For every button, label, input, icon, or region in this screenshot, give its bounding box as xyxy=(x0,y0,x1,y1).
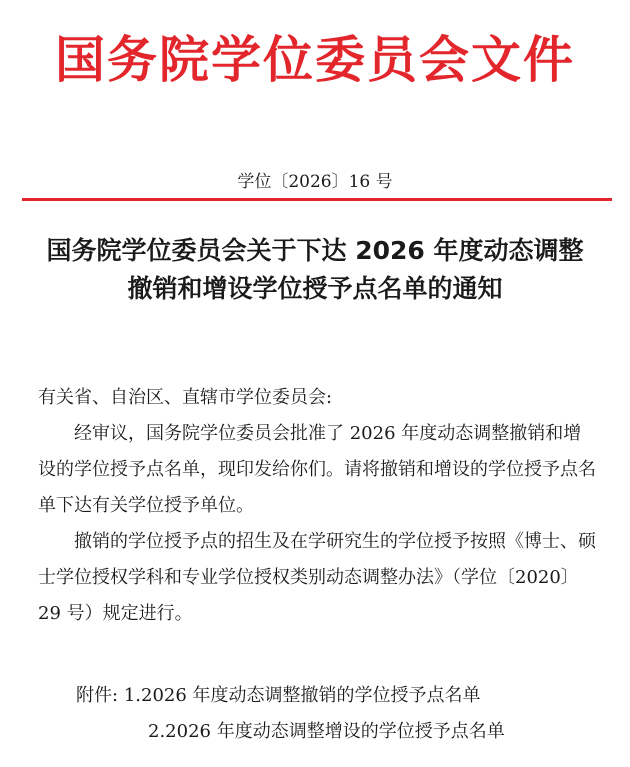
document-number: 学位〔2026〕16 号 xyxy=(237,172,393,192)
attachment-item-1 xyxy=(76,678,616,714)
notice-title xyxy=(20,232,610,308)
red-divider-line xyxy=(22,198,612,201)
attachment-item-2: 2.2026 年度动态调整增设的学位授予点名单 xyxy=(148,721,505,742)
body-paragraph-2: 撤销的学位授予点的招生及在学研究生的学位授予按照《博士、硕士学位授权学科和专业学位授权类别动态调整办法》（学位〔2020〕29 号）规定进行。 xyxy=(38,531,596,624)
salutation: 有关省、自治区、直辖市学位委员会: xyxy=(38,387,333,408)
masthead-title: 国务院学位委员会文件 xyxy=(55,31,575,89)
attachment-item-1-text: 1.2026 年度动态调整撤销的学位授予点名单 xyxy=(123,685,481,706)
attachments-section xyxy=(76,678,616,750)
notice-title-line-1: 国务院学位委员会关于下达 2026 年度动态调整 xyxy=(46,236,584,265)
notice-body xyxy=(38,380,598,632)
body-paragraph-1: 经审议，国务院学位委员会批准了 2026 年度动态调整撤销和增设的学位授予点名单，现印发给你们。请将撤销和增设的学位授予点名单下达有关学位授予单位。 xyxy=(38,423,596,516)
attachments-label: 附件: xyxy=(76,685,119,706)
notice-title-line-2: 撤销和增设学位授予点名单的通知 xyxy=(127,274,503,303)
